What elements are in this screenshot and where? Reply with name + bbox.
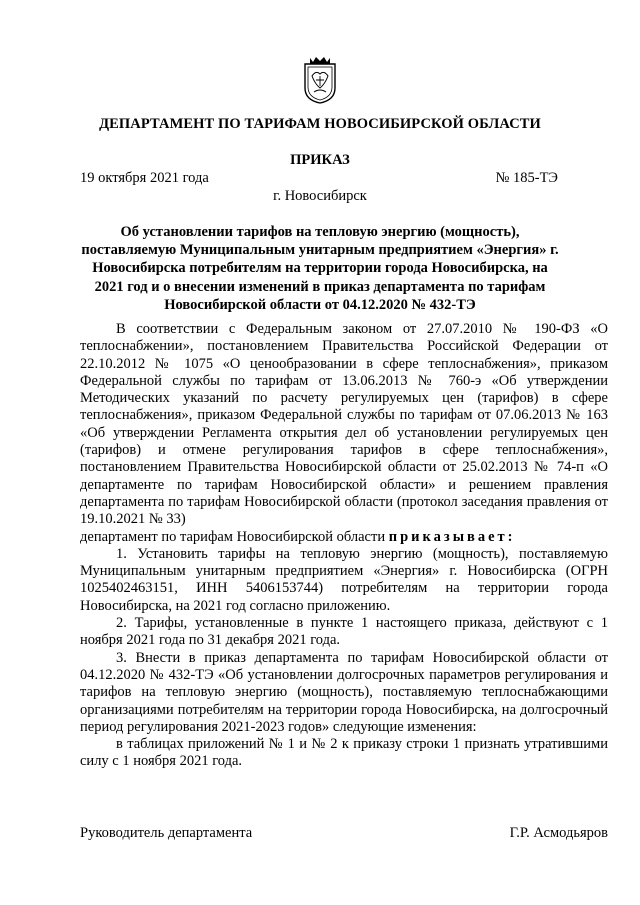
department-name: ДЕПАРТАМЕНТ ПО ТАРИФАМ НОВОСИБИРСКОЙ ОБЛАСТИ: [99, 116, 541, 132]
order-subject: Об установлении тарифов на тепловую энергию (мощность), поставляемую Муниципальным унитарным предприятием «Энергия» г. Новосибирска потребителям на территории города Новосибирска, на 2021 год и о внесении изменений в приказ департамента по тарифам Новосибирской области от 04.12.2020 № 432-ТЭ: [81, 224, 559, 313]
orders-lead: департамент по тарифам Новосибирской области: [80, 528, 386, 545]
item-1-paragraph: 1. Установить тарифы на тепловую энергию (мощность), поставляемую Муниципальным унитарным предприятием «Энергия» г. Новосибирска (ОГРН 1025402463151, ИНН 5406153744) потребителям на территории города Новосибирска, на 2021 год согласно приложению.: [80, 545, 608, 614]
signer-title: Руководитель департамента: [80, 825, 253, 841]
order-body: [80, 321, 608, 771]
city: г. Новосибирск: [273, 188, 367, 204]
document-type: ПРИКАЗ: [290, 152, 350, 168]
preamble-paragraph: В соответствии с Федеральным законом от 27.07.2010 № 190-ФЗ «О теплоснабжении», постановлением Правительства Российской Федерации от 22.10.2012 № 1075 «О ценообразовании в сфере теплоснабжения», приказом Федеральной службы по тарифам от 13.06.2013 № 760-э «Об утверждении Методических указаний по расчету регулируемых цен (тарифов) в сфере теплоснабжения», приказом Федеральной службы по тарифам от 07.06.2013 № 163 «Об утверждении Регламента открытия дел об установлении регулируемых цен (тарифов) и отмене регулирования тарифов в сфере теплоснабжения», постановлением Правительства Новосибирской области от 25.02.2013 № 74-п «О департаменте по тарифам Новосибирской области» и решением правления департамента по тарифам Новосибирской области (протокол заседания правления от 19.10.2021 № 33): [80, 321, 608, 528]
order-date: 19 октября 2021 года: [80, 170, 209, 186]
item-2-paragraph: 2. Тарифы, установленные в пункте 1 настоящего приказа, действуют с 1 ноября 2021 года по 31 декабря 2021 года.: [80, 615, 608, 649]
item-3-paragraph: 3. Внести в приказ департамента по тарифам Новосибирской области от 04.12.2020 № 432-ТЭ «Об установлении долгосрочных параметров регулирования и тарифов на тепловую энергию (мощность), поставляемую теплоснабжающими организациями потребителям на территории города Новосибирска, на долгосрочный период регулирования 2021-2023 годов» следующие изменения:: [80, 649, 608, 735]
item-3-subparagraph: в таблицах приложений № 1 и № 2 к приказу строки 1 признать утратившими силу с 1 ноября 2021 года.: [80, 736, 608, 770]
orders-line: [80, 529, 608, 546]
order-number: № 185-ТЭ: [495, 170, 558, 186]
orders-word: приказывает:: [388, 528, 516, 545]
coat-of-arms-icon: [302, 54, 338, 104]
signer-name: Г.Р. Асмодьяров: [509, 825, 608, 841]
